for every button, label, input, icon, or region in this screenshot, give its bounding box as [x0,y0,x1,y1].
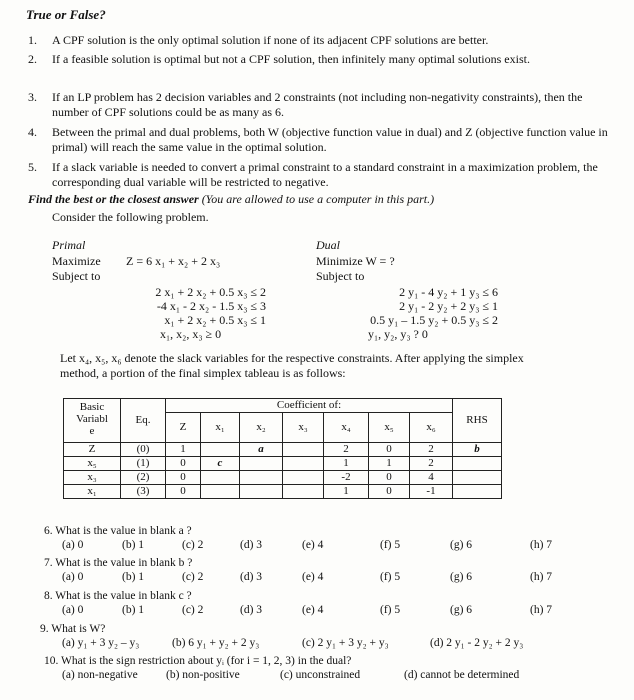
coef-cell: 1 [324,457,369,471]
table-row [64,457,502,471]
var-header: x₅ [369,413,410,443]
rhs-cell [453,471,502,485]
option[interactable]: (f) 5 [380,604,401,616]
option[interactable]: (c) 2 [182,539,204,551]
simplex-tableau [63,398,502,499]
dual-subject-to: Subject to [316,269,365,283]
var-header: x₃ [283,413,324,443]
dual-constraint: 2 y₁ - 4 y₂ + 1 y₃ ≤ 6 [399,285,498,299]
question-9: 9. What is W? [40,623,106,635]
tf-number: 1. [28,33,37,47]
coef-cell: 4 [410,471,453,485]
option[interactable]: (d) 3 [240,604,263,616]
basic-header: Basic Variabl e [64,399,121,443]
option[interactable]: (g) 6 [450,571,473,583]
slack-text-line-2: method, a portion of the final simplex tableau is as follows: [60,366,346,380]
tf-item-4 [28,125,620,157]
question-10: 10. What is the sign restriction about yᵢ (for i = 1, 2, 3) in the dual? [44,655,352,667]
var-header: x₄ [324,413,369,443]
dual-sign: y₁, y₂, y₃ ? 0 [368,327,428,341]
primal-constraint: 2 x₁ + 2 x₂ + 0.5 x₃ ≤ 2 [155,285,266,299]
coef-cell [201,485,240,499]
coef-cell [240,471,283,485]
coef-cell: 1 [166,443,201,457]
option[interactable]: (g) 6 [450,604,473,616]
slack-text-line-1: Let x₄, x₅, x₆ denote the slack variables for the respective constraints. After applying the simplex [60,351,524,365]
option[interactable]: (c) 2 y₁ + 3 y₂ + y₃ [302,637,389,649]
eq-cell: (3) [121,485,166,499]
table-row [64,443,502,457]
coef-cell: 0 [166,485,201,499]
coef-cell: 0 [369,443,410,457]
option[interactable]: (h) 7 [530,571,553,583]
primal-constraint: -4 x₁ - 2 x₂ - 1.5 x₃ ≤ 3 [156,299,266,313]
option[interactable]: (a) y₁ + 3 y₂ – y₃ [62,637,140,649]
blank-b: b [453,443,502,457]
section-title: True or False? [26,7,106,22]
eq-header: Eq. [121,399,166,443]
option[interactable]: (d) cannot be determined [404,669,520,681]
tf-text: If a feasible solution is optimal but not a CPF solution, then infinitely many optimal solutions exist. [52,52,530,66]
option[interactable]: (b) non-positive [166,669,240,681]
coef-cell [201,443,240,457]
tf-text: If an LP problem has 2 decision variables and 2 constraints (not including non-negativity constraints), then the number of CPF solutions could be as many as 6. [52,90,583,119]
primal-objective: Z = 6 x₁ + x₂ + 2 x₃ [126,254,221,268]
tf-item-2 [28,52,620,84]
option[interactable]: (d) 3 [240,539,263,551]
tf-text: A CPF solution is the only optimal solution if none of its adjacent CPF solutions are better. [52,33,489,47]
var-header: x₆ [410,413,453,443]
blank-a: a [240,443,283,457]
question-6: 6. What is the value in blank a ? [44,525,192,537]
coef-cell: -1 [410,485,453,499]
option[interactable]: (e) 4 [302,571,324,583]
question-8: 8. What is the value in blank c ? [44,590,192,602]
coef-cell: 1 [324,485,369,499]
coef-cell: 0 [369,485,410,499]
option[interactable]: (f) 5 [380,571,401,583]
coef-cell: 0 [369,471,410,485]
dual-minimize: Minimize W = ? [316,254,395,268]
eq-cell: (0) [121,443,166,457]
option[interactable]: (h) 7 [530,539,553,551]
var-header: x₁ [201,413,240,443]
var-header: x₂ [240,413,283,443]
instruction-note: (You are allowed to use a computer in this part.) [201,192,435,206]
instruction [28,192,434,207]
option[interactable]: (c) unconstrained [280,669,361,681]
tf-text: Between the primal and dual problems, both W (objective function value in dual) and Z (objective function value in primal) will reach the same value in the optimal solution. [52,125,608,154]
option[interactable]: (a) 0 [62,571,84,583]
option[interactable]: (g) 6 [450,539,473,551]
coef-cell: 2 [410,457,453,471]
coef-cell [283,443,324,457]
coefficient-header: Coefficient of: [166,399,453,413]
option[interactable]: (c) 2 [182,571,204,583]
tf-number: 5. [28,160,37,174]
dual-constraint: 2 y₁ - 2 y₂ + 2 y₃ ≤ 1 [399,299,498,313]
eq-cell: (1) [121,457,166,471]
coef-cell [240,485,283,499]
option[interactable]: (b) 1 [122,539,145,551]
rhs-cell [453,485,502,499]
primal-maximize: Maximize [52,254,101,268]
basic-cell: x₅ [64,457,121,471]
tf-item-5 [28,160,620,192]
tf-item-1 [28,33,620,49]
dual-constraint: 0.5 y₁ – 1.5 y₂ + 0.5 y₃ ≤ 2 [370,313,498,327]
dual-constraints [358,285,498,341]
primal-label: Primal [52,238,86,252]
coef-cell [201,471,240,485]
tf-number: 2. [28,52,37,66]
question-7: 7. What is the value in blank b ? [44,557,193,569]
option[interactable]: (f) 5 [380,539,401,551]
basic-cell: x₁ [64,485,121,499]
tf-item-3 [28,90,620,122]
tf-number: 4. [28,125,37,139]
tf-number: 3. [28,90,37,104]
basic-cell: x₃ [64,471,121,485]
option[interactable]: (d) 2 y₁ - 2 y₂ + 2 y₃ [430,637,524,649]
coef-cell [283,457,324,471]
option[interactable]: (b) 1 [122,571,145,583]
coef-cell: -2 [324,471,369,485]
option[interactable]: (b) 1 [122,604,145,616]
option[interactable]: (a) 0 [62,604,84,616]
dual-label: Dual [316,238,340,252]
primal-subject-to: Subject to [52,269,101,283]
coef-cell [283,471,324,485]
coef-cell: 2 [410,443,453,457]
consider-text: Consider the following problem. [52,210,209,224]
primal-constraints [138,285,266,341]
rhs-header: RHS [453,399,502,443]
basic-cell: Z [64,443,121,457]
option[interactable]: (a) non-negative [62,669,138,681]
table-row [64,471,502,485]
option[interactable]: (d) 3 [240,571,263,583]
blank-c: c [201,457,240,471]
option[interactable]: (e) 4 [302,539,324,551]
primal-constraint: x₁ + 2 x₂ + 0.5 x₃ ≤ 1 [164,313,266,327]
rhs-cell [453,457,502,471]
option[interactable]: (a) 0 [62,539,84,551]
primal-nonneg: x₁, x₂, x₃ ≥ 0 [160,327,222,341]
coef-cell: 0 [166,471,201,485]
coef-cell: 2 [324,443,369,457]
table-row [64,485,502,499]
option[interactable]: (e) 4 [302,604,324,616]
instruction-bold: Find the best or the closest answer [28,192,199,206]
coef-cell [283,485,324,499]
coef-cell: 0 [166,457,201,471]
tf-text: If a slack variable is needed to convert a primal constraint to a standard constraint in a maximization problem, the corresponding dual variable will be restricted to negative. [52,160,598,189]
eq-cell: (2) [121,471,166,485]
option[interactable]: (c) 2 [182,604,204,616]
coef-cell [240,457,283,471]
var-header: Z [166,413,201,443]
coef-cell: 1 [369,457,410,471]
option[interactable]: (h) 7 [530,604,553,616]
option[interactable]: (b) 6 y₁ + y₂ + 2 y₃ [172,637,260,649]
